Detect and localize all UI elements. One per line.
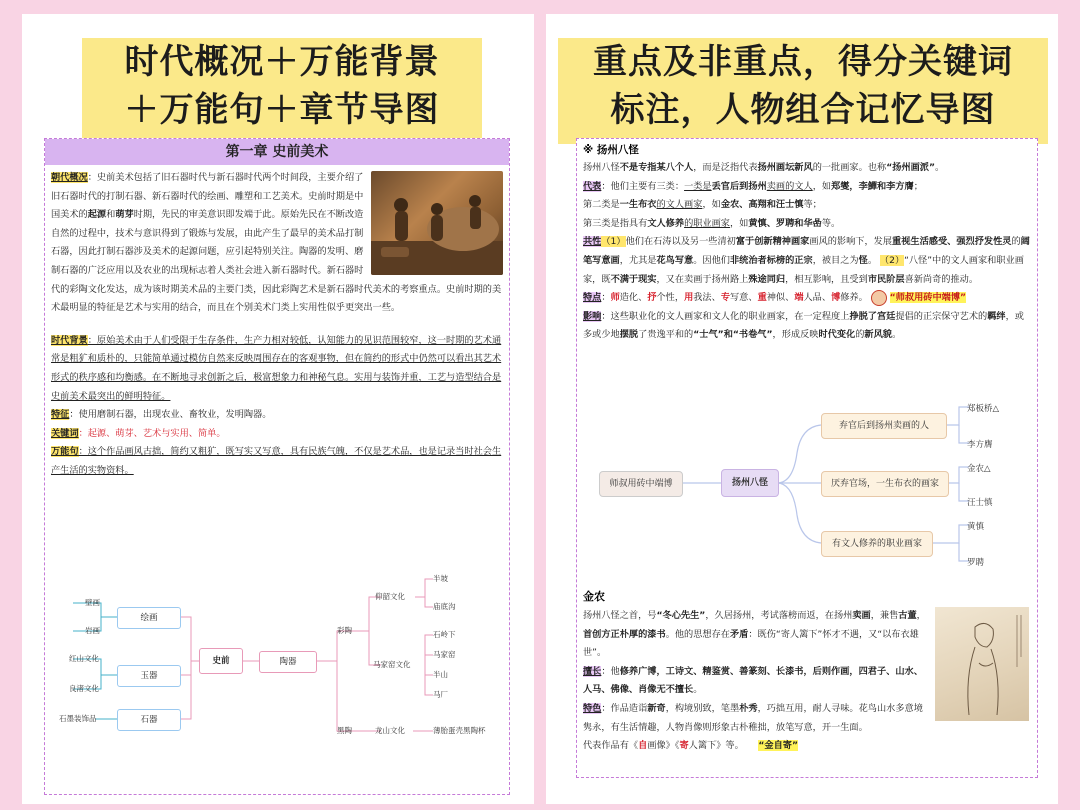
node-root-yangzhou: 扬州八怪 <box>721 469 779 497</box>
para-traits: 特点：师造化、抒个性，用我法、专写意、重神似、端人品、博修养。 “师叔用砖中端博” <box>583 289 1031 308</box>
branch-lifelong-commoners: 厌弃官场，一生布衣的画家 <box>821 471 949 497</box>
label-skills: 擅长 <box>583 665 602 677</box>
label-traits: 特点 <box>583 292 602 304</box>
label-universal-sentence: 万能句 <box>51 446 79 458</box>
node-mnemonic: 师叔用砖中端博 <box>599 471 683 497</box>
section-yangzhou-title: ※ 扬州八怪 <box>583 144 639 156</box>
left-banner-line1: 时代概况＋万能背景 <box>124 42 440 82</box>
node-yuqi: 玉器 <box>117 665 181 687</box>
branch-ex-officials: 弃官后到扬州卖画的人 <box>821 413 947 439</box>
leaf-banshan: 半山 <box>433 670 448 679</box>
node-longshan: 龙山文化 <box>375 726 405 735</box>
chapter-title: 第一章 史前美术 <box>45 139 509 165</box>
right-page <box>546 14 1058 804</box>
right-banner <box>558 38 1048 144</box>
leaf-miaodigou: 庙底沟 <box>433 602 456 611</box>
para-universal-sentence: 万能句：这个作品画风古拙，简约又粗犷，既写实又写意，具有民族气魄，不仅是艺术品，也是记录当时社会生产生活的实物资料。 <box>51 446 502 476</box>
para-keywords: 关键词：起源、萌芽、艺术与实用、简单。 <box>51 427 226 439</box>
node-caitao: 彩陶 <box>337 626 352 635</box>
leaf-luo-pin: 罗聘 <box>967 558 985 568</box>
prehistoric-mindmap <box>45 559 509 789</box>
para-commonality: 共性（1）他们在石涛以及另一些清初富于创新精神画家画风的影响下，发展重视生活感受、强烈抒发性灵的阔笔写意画，尤其是花鸟写意。因他们非统治者标榜的正宗，被目之为怪。 （2）“八怪”中的文人画家和职业画家，既不满于现实，又在卖画于扬州路上殊途同归，相互影响，且受到市民阶层喜新尚奇的推动。 <box>583 236 1030 285</box>
leaf-majiayao2: 马家窑 <box>433 650 456 659</box>
leaf-shimo: 石墨装饰品 <box>59 714 97 723</box>
leaf-shilingxia: 石岭下 <box>433 630 456 639</box>
para-representatives-2: 第二类是一生布衣的文人画家，如金农、高翔和汪士慎等； <box>583 199 822 211</box>
label-representatives: 代表 <box>583 180 602 192</box>
para-jin-nong-works: 代表作品有《自画像》《寄人篱下》等。 “金自寄” <box>583 740 799 752</box>
node-huihua: 绘画 <box>117 607 181 629</box>
left-page <box>22 14 534 804</box>
right-banner-line1: 重点及非重点，得分关键词 <box>593 42 1013 82</box>
label-commonality: 共性 <box>583 236 602 248</box>
leaf-jin-nong: 金农△ <box>967 464 991 474</box>
para-intro: 扬州八怪不是专指某八个人，而是泛指代表扬州画坛新风的一批画家。也称“扬州画派”。 <box>583 162 945 173</box>
label-background: 时代背景 <box>51 334 88 346</box>
para-representatives: 代表：他们主要有三类：一类是丢官后到扬州卖画的文人，如郑燮，李鱓和李方膺； <box>583 180 923 192</box>
para-dynasty: 朝代概况：史前美术包括了旧石器时代与新石器时代两个时间段，主要介绍了旧石器时代的打制石器、新石器时代的绘画、雕塑和工艺美术。史前时期是中国美术的起源和萌芽时期，先民的审美意识即发端于此。原始先民在不断改造自然的过程中，技术与意识得到了锻炼与发展，由此产生了最早的美术品打制石器，因此打制石器涉及美术的起源问题，应引起特别关注。陶器的发明、磨制石器的广泛应用以及农业的出现标志着人类社会进入新石器时代。新石器时代的彩陶文化发达，成为该时期美术品的主要门类，因此彩陶艺术是新石器时代美术的考察重点。史前时期的美术最明显的特征是艺术与实用的结合，而且在个别美术门类上实用性似乎更突出一些。 <box>51 172 502 314</box>
label-keywords: 关键词 <box>51 427 79 439</box>
jin-nong-portrait-image <box>935 607 1029 721</box>
para-jin-nong-bio: 扬州八怪之首，号“冬心先生”，久居扬州，考试落榜而返，在扬州卖画，兼售古董，首创方正朴厚的漆书。他的思想存在矛盾：既伤“寄人篱下”怀才不遇，又“以布衣雄世”。 <box>583 610 926 659</box>
leaf-wang-shishen: 汪士慎 <box>967 498 993 508</box>
right-banner-line2: 标注，人物组合记忆导图 <box>610 90 996 130</box>
node-yangshao: 仰韶文化 <box>375 592 405 601</box>
node-taoqi: 陶器 <box>259 651 317 673</box>
para-background: 时代背景：原始美术由于人们受限于生存条件，生产力相对较低，认知能力的见识范围较窄，这一时期的艺术通常是粗犷和质朴的，只能简单通过模仿自然来反映周围存在的客观事物，但在简约的形式中仍然可以看出其艺术形式的秩序感和均衡感。在不断地寻求创新之后，极富想象力和神秘气息。实用与装饰并重，工艺与造型结合是史前美术最突出的鲜明特征。 <box>51 334 502 402</box>
left-content-frame <box>44 138 510 795</box>
works-mnemonic: “金自寄” <box>758 740 799 752</box>
para-jin-nong-style: 特色：作品造诣新奇，构境别致，笔墨朴秀，巧拙互用，耐人寻味。花鸟山水多意境隽永，有生活情趣，人物肖像则形象古朴稚拙，放笔写意，开一生面。 <box>583 702 923 733</box>
leaf-liangzhu: 良渚文化 <box>69 684 99 693</box>
node-shiqi: 石器 <box>117 709 181 731</box>
section-jin-nong <box>583 587 1029 756</box>
node-heitao: 黑陶 <box>337 726 352 735</box>
label-style: 特色 <box>583 702 602 714</box>
para-jin-nong-skills: 擅长：他修养广博，工诗文、精鉴赏、善篆刻、长漆书，后则作画，四君子、山水、人马、佛像、肖像无不擅长。 <box>583 665 923 696</box>
traits-mnemonic: “师叔用砖中端博” <box>889 292 967 304</box>
leaf-yanhua: 岩画 <box>85 626 100 635</box>
diorama-figures-icon <box>371 171 503 275</box>
section-jin-nong-title: 金农 <box>583 590 605 603</box>
leaf-machang: 马厂 <box>433 690 448 699</box>
leaf-danke: 薄胎蛋壳黑陶杯 <box>433 726 486 735</box>
label-influence: 影响 <box>583 310 602 322</box>
leaf-hongshan: 红山文化 <box>69 654 99 663</box>
node-root-prehistory: 史前 <box>199 648 243 674</box>
para-influence: 影响：这些职业化的文人画家和文人化的职业画家，在一定程度上挣脱了宫廷提倡的正宗保守艺术的羁绊，或多或少地摆脱了贵逸平和的“士气”和“书卷气”，形成反映时代变化的新风貌。 <box>583 310 1024 341</box>
teacher-avatar-icon <box>871 290 887 306</box>
leaf-banpo: 半坡 <box>433 574 448 583</box>
para-representatives-3: 第三类是指具有文人修养的职业画家，如黄慎、罗聘和华嵒等。 <box>583 217 841 229</box>
leaf-huang-shen: 黄慎 <box>967 522 985 532</box>
leaf-bihua: 壁画 <box>85 598 100 607</box>
label-feature: 特征 <box>51 409 70 421</box>
right-content-frame <box>576 138 1038 778</box>
leaf-li-fangying: 李方膺 <box>967 440 993 450</box>
leaf-zheng-banqiao: 郑板桥△ <box>967 404 1000 414</box>
left-banner-line2: ＋万能句＋章节导图 <box>124 90 440 130</box>
branch-professional-painters: 有文人修养的职业画家 <box>821 531 933 557</box>
left-banner <box>82 38 482 144</box>
yangzhou-mindmap <box>577 393 1037 583</box>
portrait-figure-icon <box>935 607 1029 721</box>
prehistoric-diorama-image <box>371 171 503 275</box>
label-dynasty: 朝代概况 <box>51 172 88 183</box>
para-feature: 特征：使用磨制石器，出现农业、畜牧业，发明陶器。 <box>51 409 272 421</box>
node-majiayao: 马家窑文化 <box>373 660 411 669</box>
